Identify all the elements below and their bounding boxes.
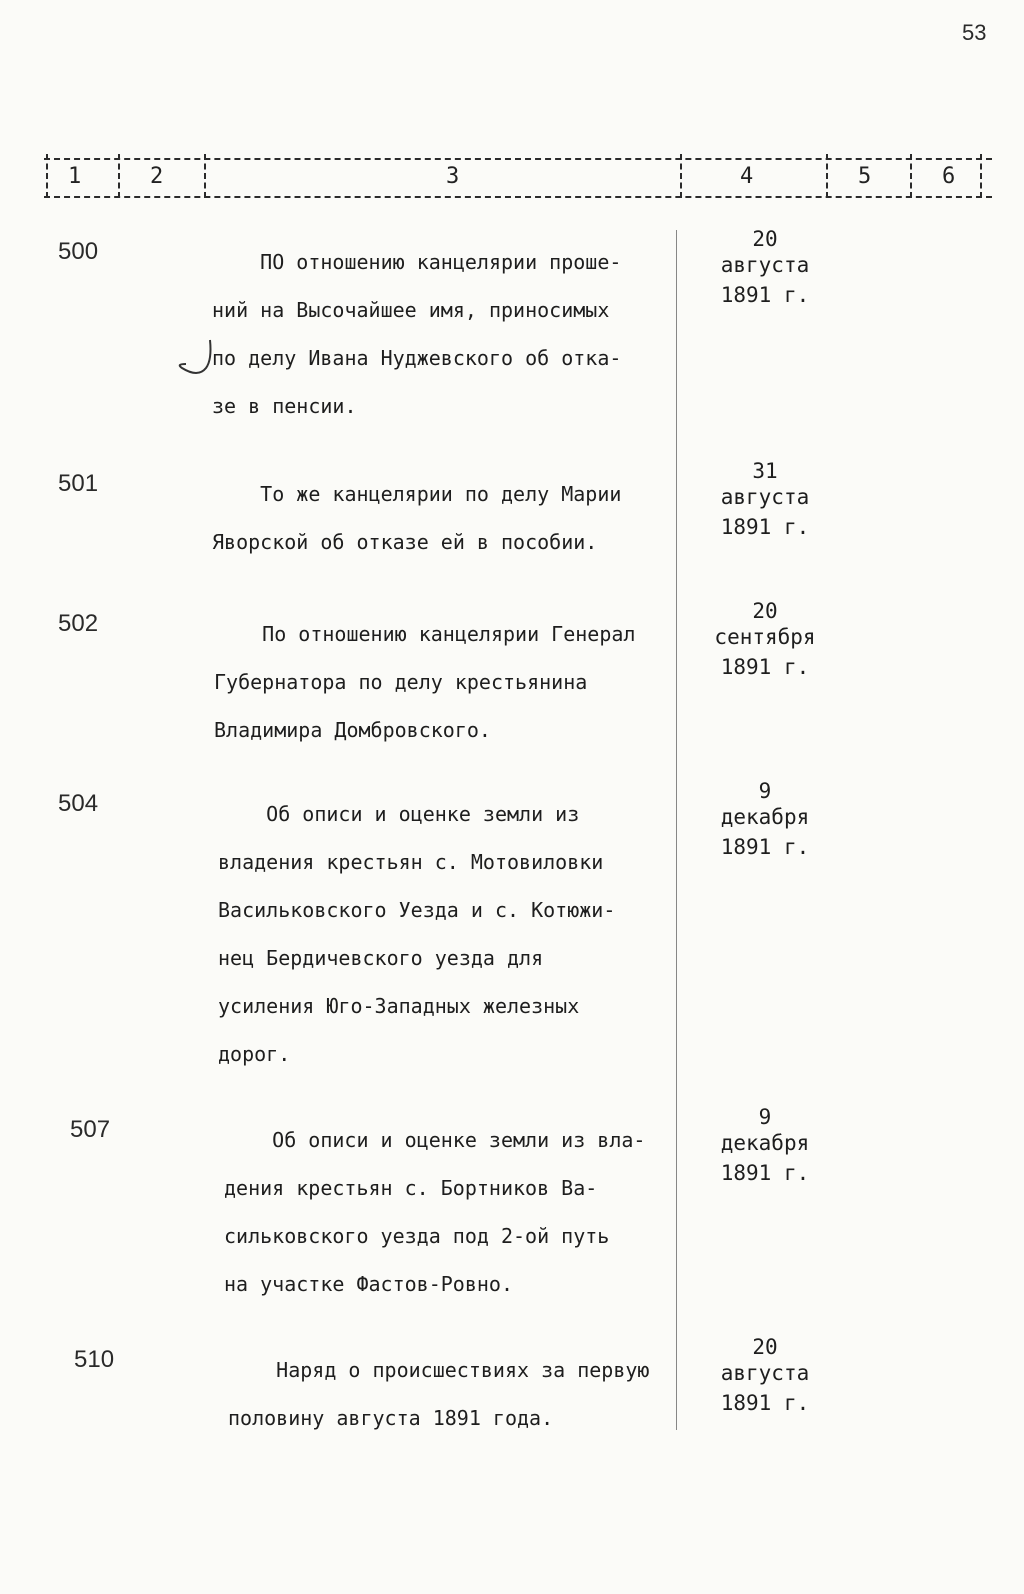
entry-date bbox=[700, 458, 830, 540]
entry-date bbox=[700, 226, 830, 308]
entry-title: Об описи и оценке земли из владения крестьян с. Мотовиловки Васильковского Уезда и с. Котюжи- нец Бердичевского уезда для усиления Юго-Западных железных дорог. bbox=[218, 802, 616, 1066]
date-month: декабря bbox=[720, 1131, 810, 1155]
entry-title: Наряд о происшествиях за первую половину августа 1891 года. bbox=[228, 1358, 650, 1430]
entry-title: По отношению канцелярии Генерал Губернатора по делу крестьянина Владимира Домбровского. bbox=[214, 622, 636, 742]
date-year: 1891 г. bbox=[720, 655, 810, 679]
date-month: августа bbox=[720, 253, 810, 277]
column-separator bbox=[118, 154, 122, 198]
entry-title: Об описи и оценке земли из вла- дения крестьян с. Бортников Ва- сильковского уезда под 2-ой путь на участке Фастов-Ровно. bbox=[224, 1128, 646, 1296]
column-separator bbox=[980, 154, 984, 198]
entry-date bbox=[700, 598, 830, 680]
date-month: августа bbox=[720, 485, 810, 509]
date-month: августа bbox=[720, 1361, 810, 1385]
column-number-6: 6 bbox=[942, 164, 956, 189]
column-number-2: 2 bbox=[150, 164, 164, 189]
entry-number: 501 bbox=[58, 470, 99, 497]
entry-number: 507 bbox=[70, 1116, 111, 1143]
date-year: 1891 г. bbox=[720, 1161, 810, 1185]
date-year: 1891 г. bbox=[720, 1391, 810, 1415]
date-day: 9 bbox=[758, 779, 772, 803]
date-day: 20 bbox=[752, 227, 778, 251]
column-number-1: 1 bbox=[68, 164, 82, 189]
date-year: 1891 г. bbox=[720, 835, 810, 859]
date-day: 20 bbox=[752, 1335, 778, 1359]
date-month: сентября bbox=[714, 625, 816, 649]
header-top-rule bbox=[44, 158, 992, 160]
column-number-4: 4 bbox=[740, 164, 754, 189]
entry-date bbox=[700, 778, 830, 860]
column-separator bbox=[826, 154, 830, 198]
entry-number: 510 bbox=[74, 1346, 115, 1373]
column-separator bbox=[910, 154, 914, 198]
date-year: 1891 г. bbox=[720, 515, 810, 539]
handwritten-mark-icon bbox=[172, 338, 216, 382]
date-day: 31 bbox=[752, 459, 778, 483]
date-year: 1891 г. bbox=[720, 283, 810, 307]
entry-title: То же канцелярии по делу Марии Яворской об отказе ей в пособии. bbox=[212, 482, 622, 554]
date-day: 20 bbox=[752, 599, 778, 623]
entry-number: 500 bbox=[58, 238, 99, 265]
column-separator bbox=[46, 154, 50, 198]
entry-title: ПО отношению канцелярии проше- ний на Высочайшее имя, приносимых по делу Ивана Нуджевского об отка- зе в пенсии. bbox=[212, 250, 622, 418]
date-day: 9 bbox=[758, 1105, 772, 1129]
entry-date bbox=[700, 1104, 830, 1186]
column-number-3: 3 bbox=[446, 164, 460, 189]
header-bottom-rule bbox=[44, 196, 992, 198]
column-separator bbox=[680, 154, 684, 198]
page-number: 53 bbox=[962, 20, 987, 45]
date-month: декабря bbox=[720, 805, 810, 829]
column-number-5: 5 bbox=[858, 164, 872, 189]
column-separator bbox=[204, 154, 208, 198]
entry-number: 504 bbox=[58, 790, 99, 817]
entry-date bbox=[700, 1334, 830, 1416]
entry-number: 502 bbox=[58, 610, 99, 637]
